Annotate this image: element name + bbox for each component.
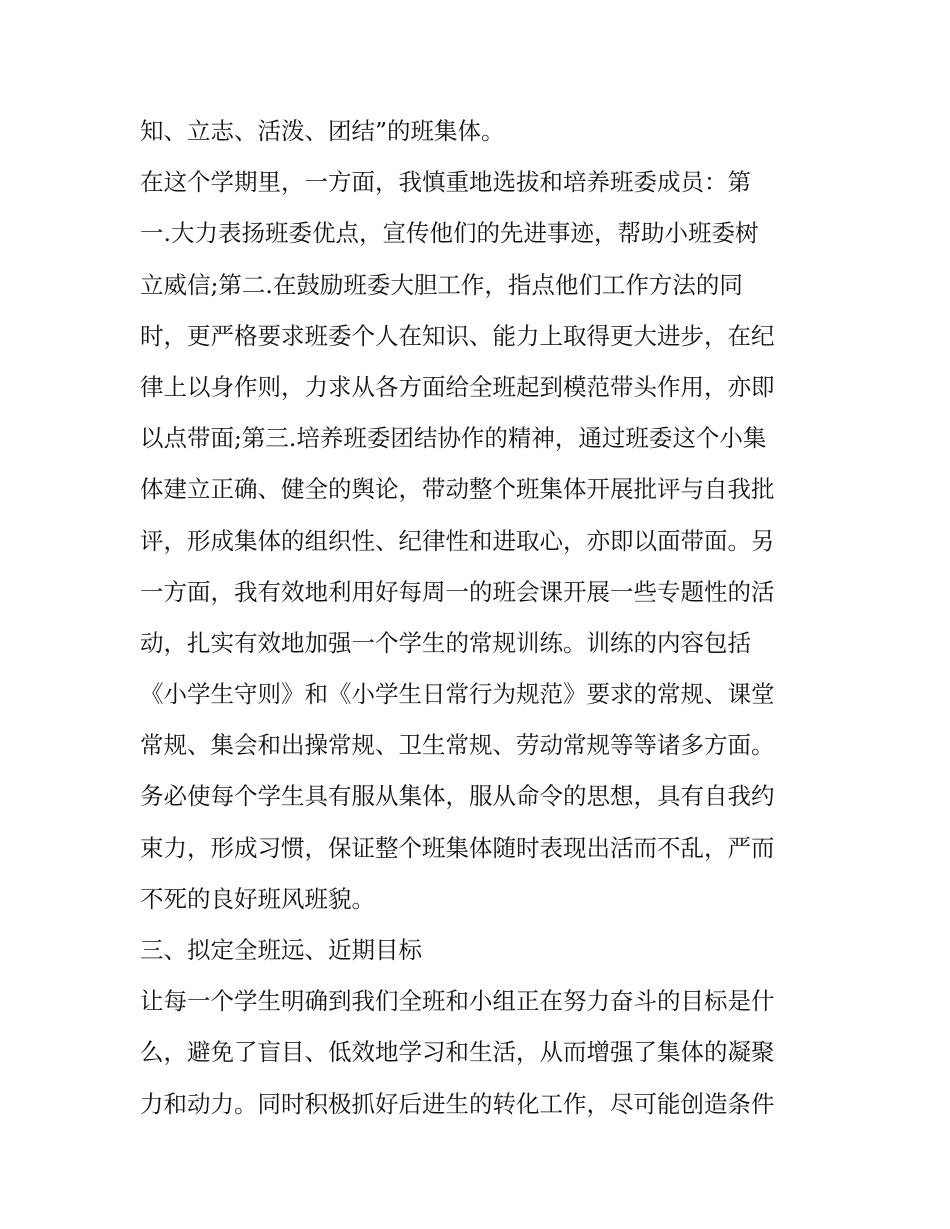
text-line: 评，形成集体的组织性、纪律性和进取心，亦即以面带面。另: [140, 526, 775, 555]
text-line: 知、立志、活泼、团结”的班集体。: [140, 117, 505, 145]
text-line: 力和动力。同时积极抓好后进生的转化工作，尽可能创造条件: [140, 1089, 775, 1118]
text-line: 律上以身作则，力求从各方面给全班起到模范带头作用，亦即: [140, 372, 775, 401]
text-line: 以点带面;第三.培养班委团结协作的精神，通过班委这个小集: [140, 424, 767, 453]
text-line: 让每一个学生明确到我们全班和小组正在努力奋斗的目标是什: [140, 987, 775, 1016]
text-line: 时，更严格要求班委个人在知识、能力上取得更大进步，在纪: [140, 321, 775, 350]
section-heading: 三、拟定全班远、近期目标: [140, 936, 422, 964]
text-line: 么，避免了盲目、低效地学习和生活，从而增强了集体的凝聚: [140, 1038, 775, 1067]
text-line: 束力，形成习惯，保证整个班集体随时表现出活而不乱，严而: [140, 833, 775, 862]
text-line: 立威信;第二.在鼓励班委大胆工作，指点他们工作方法的同: [140, 270, 743, 299]
text-line: 务必使每个学生具有服从集体，服从命令的思想，具有自我约: [140, 782, 775, 811]
text-line: 《小学生守则》和《小学生日常行为规范》要求的常规、课堂: [140, 680, 775, 709]
text-line: 在这个学期里，一方面，我慎重地选拔和培养班委成员：第: [140, 168, 751, 197]
text-line: 不死的良好班风班貌。: [140, 884, 375, 913]
text-line: 常规、集会和出操常规、卫生常规、劳动常规等等诸多方面。: [140, 731, 775, 760]
text-line: 动，扎实有效地加强一个学生的常规训练。训练的内容包括: [140, 628, 751, 657]
text-line: 一方面，我有效地利用好每周一的班会课开展一些专题性的活: [140, 577, 775, 606]
body-text: [140, 106, 820, 1130]
text-line: 体建立正确、健全的舆论，带动整个班集体开展批评与自我批: [140, 475, 775, 504]
text-line: 一.大力表扬班委优点，宣传他们的先进事迹，帮助小班委树: [140, 219, 759, 248]
